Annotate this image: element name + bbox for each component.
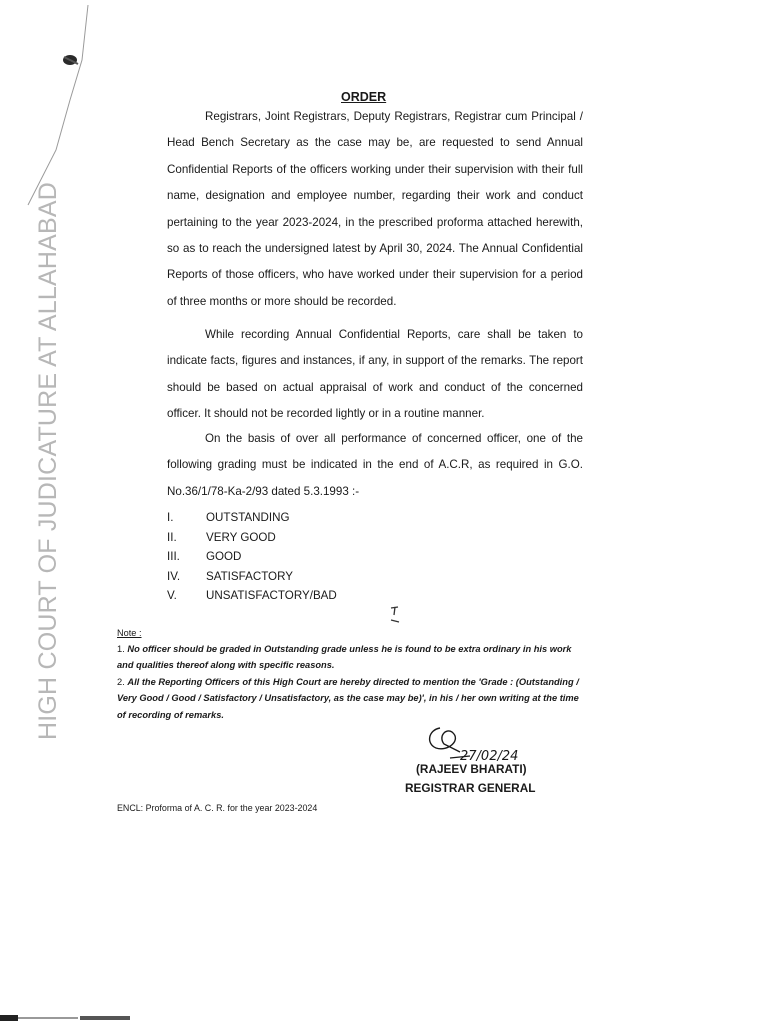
note-item [117, 641, 587, 674]
signatory-name: (RAJEEV BHARATI) [416, 762, 527, 776]
signature-date: 27/02/24 [460, 749, 519, 764]
grading-label: UNSATISFACTORY/BAD [206, 589, 337, 603]
grading-number: IV. [167, 569, 181, 583]
grading-label: GOOD [206, 550, 242, 564]
paragraph-text: On the basis of over all performance of concerned officer, one of the following grading must be indicated in the end of A.C.R, as required in G.O. No.36/1/78-Ka-2/93 dated 5.3.1993 :- [167, 432, 583, 498]
grading-number: III. [167, 550, 180, 564]
staple-mark [20, 0, 100, 210]
grading-number: I. [167, 511, 174, 524]
paragraph-text: Registrars, Joint Registrars, Deputy Registrars, Registrar cum Principal / Head Bench Secretary as the case may be, are requested to send Annual Confidential Reports of the officers working under their supervision with their full name, designation and employee number, regarding their work and conduct pertaining to the year 2023-2024, in the prescribed proforma attached herewith, so as to reach the undersigned latest by April 30, 2024. The Annual Confidential Reports of those officers, who have worked under their supervision for a period of three months or more should be recorded. [167, 110, 583, 308]
note-heading: Note : [117, 628, 142, 638]
signatory-designation: REGISTRAR GENERAL [405, 781, 536, 795]
order-title: ORDER [341, 90, 387, 104]
handwritten-signature [420, 722, 540, 766]
grading-number: V. [167, 589, 177, 603]
note-number: 2. [117, 677, 125, 687]
grading-label: OUTSTANDING [206, 511, 290, 524]
paragraph-request [167, 104, 583, 315]
note-text: No officer should be graded in Outstanding grade unless he is found to be extra ordinary in his work and qualities thereof along with specific reasons. [117, 644, 572, 671]
note-number: 1. [117, 644, 125, 654]
note-text: All the Reporting Officers of this High Court are hereby directed to mention the 'Grade : (Outstanding / Very Good / Good / Satisfactory / Unsatisfactory, as the case may be)', in his / her own writing at the time of recording of remarks. [117, 677, 579, 720]
pen-tick-mark [388, 605, 402, 625]
grading-label: VERY GOOD [206, 530, 276, 544]
grading-number: II. [167, 530, 177, 544]
paragraph-recording-care [167, 322, 583, 428]
grading-label: SATISFACTORY [206, 569, 293, 583]
paragraph-text: While recording Annual Confidential Reports, care shall be taken to indicate facts, figures and instances, if any, in support of the remarks. The report should be based on actual appraisal of work and conduct of the concerned officer. It should not be recorded lightly or in a routine manner. [167, 328, 583, 421]
scan-bottom-edge [0, 1012, 140, 1024]
enclosure-line: ENCL: Proforma of A. C. R. for the year 2023-2024 [117, 803, 318, 813]
paragraph-grading [167, 426, 583, 505]
court-watermark: HIGH COURT OF JUDICATURE AT ALLAHABAD [34, 182, 62, 740]
note-item [117, 674, 587, 723]
